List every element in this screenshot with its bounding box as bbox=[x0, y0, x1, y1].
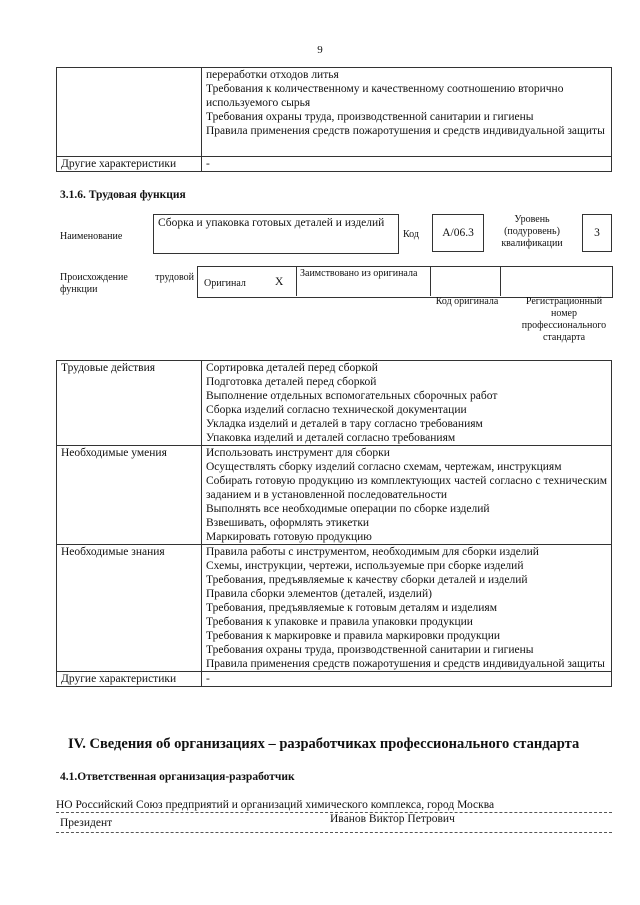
list-item: Укладка изделий и деталей в тару согласно требованиям bbox=[206, 418, 483, 430]
divider bbox=[430, 266, 431, 296]
list-item: Собирать готовую продукцию из комплектующих частей согласно с техническим заданием и в установленной последовательности bbox=[206, 475, 607, 501]
row-label: Другие характеристики bbox=[57, 672, 202, 687]
row-items bbox=[202, 446, 612, 545]
name-value: Сборка и упаковка готовых деталей и изделий bbox=[153, 214, 399, 254]
section-iv-subheading: 4.1.Ответственная организация-разработчик bbox=[60, 771, 295, 783]
section-heading: 3.1.6. Трудовая функция bbox=[60, 189, 186, 201]
row-label: Другие характеристики bbox=[57, 157, 202, 172]
list-item: Выполнять все необходимые операции по сборке изделий bbox=[206, 503, 490, 515]
code-original-label: Код оригинала bbox=[435, 296, 499, 307]
list-item: Требования к маркировке и правила маркировки продукции bbox=[206, 630, 501, 642]
top-table bbox=[56, 67, 612, 172]
table-row bbox=[57, 157, 612, 172]
level-label: Уровень (подуровень) квалификации bbox=[501, 214, 563, 249]
list-item: переработки отходов литья bbox=[206, 69, 339, 81]
list-item: Требования к количественному и качественному соотношению вторично используемого сырья bbox=[206, 83, 564, 109]
divider bbox=[500, 266, 501, 296]
row-items bbox=[202, 361, 612, 446]
borrowed-label: Заимствовано из оригинала bbox=[300, 268, 418, 279]
origin-label: Происхождение трудовой функции bbox=[60, 272, 194, 295]
org-name bbox=[56, 798, 612, 813]
table-row bbox=[57, 361, 612, 446]
table-row bbox=[57, 545, 612, 672]
row-label: Необходимые знания bbox=[57, 545, 202, 672]
list-item: Использовать инструмент для сборки bbox=[206, 447, 390, 459]
main-table bbox=[56, 360, 612, 687]
list-item: Правила применения средств пожаротушения и средств индивидуальной защиты bbox=[206, 658, 605, 670]
list-item: Подготовка деталей перед сборкой bbox=[206, 376, 377, 388]
list-item: Требования, предъявляемые к качеству сборки деталей и изделий bbox=[206, 574, 528, 586]
list-item: Правила применения средств пожаротушения и средств индивидуальной защиты bbox=[206, 125, 605, 137]
position: Президент bbox=[60, 817, 113, 829]
list-item: - bbox=[202, 672, 612, 687]
reg-number-label: Регистрационный номер профессионального стандарта bbox=[521, 296, 607, 343]
original-mark: X bbox=[275, 276, 284, 288]
list-item: Сортировка деталей перед сборкой bbox=[206, 362, 378, 374]
list-item: Сборка изделий согласно технической документации bbox=[206, 404, 467, 416]
list-item: Требования охраны труда, производственной санитарии и гигиены bbox=[206, 111, 534, 123]
original-label: Оригинал bbox=[204, 278, 246, 289]
row-items bbox=[202, 545, 612, 672]
section-iv-heading: IV. Сведения об организациях – разработчиках профессионального стандарта bbox=[68, 736, 580, 752]
list-item: - bbox=[202, 157, 612, 172]
list-item: Схемы, инструкции, чертежи, используемые при сборке изделий bbox=[206, 560, 524, 572]
list-item: Требования охраны труда, производственной санитарии и гигиены bbox=[206, 644, 534, 656]
name-label: Наименование bbox=[60, 231, 123, 242]
list-item: Правила работы с инструментом, необходимым для сборки изделий bbox=[206, 546, 539, 558]
person-name: Иванов Виктор Петрович bbox=[330, 813, 455, 825]
list-item: Взвешивать, оформлять этикетки bbox=[206, 517, 370, 529]
level-value: 3 bbox=[582, 214, 612, 252]
divider bbox=[296, 266, 297, 296]
list-item: Осуществлять сборку изделий согласно схемам, чертежам, инструкциям bbox=[206, 461, 562, 473]
list-item: Упаковка изделий и деталей согласно требованиям bbox=[206, 432, 456, 444]
code-label: Код bbox=[403, 229, 419, 240]
row-label: Трудовые действия bbox=[57, 361, 202, 446]
row-label: Необходимые умения bbox=[57, 446, 202, 545]
list-item: Требования к упаковке и правила упаковки продукции bbox=[206, 616, 473, 628]
row-items bbox=[202, 68, 612, 157]
table-row bbox=[57, 68, 612, 157]
table-row bbox=[57, 672, 612, 687]
list-item: Правила сборки элементов (деталей, изделий) bbox=[206, 588, 432, 600]
list-item: Маркировать готовую продукцию bbox=[206, 531, 372, 543]
list-item: Требования, предъявляемые к готовым деталям и изделиям bbox=[206, 602, 497, 614]
org-name-text: НО Российский Союз предприятий и организаций химического комплекса, город Москва bbox=[56, 799, 495, 811]
row-label bbox=[57, 68, 202, 157]
page-number: 9 bbox=[317, 44, 323, 56]
list-item: Выполнение отдельных вспомогательных сборочных работ bbox=[206, 390, 498, 402]
code-value: A/06.3 bbox=[432, 214, 484, 252]
table-row bbox=[57, 446, 612, 545]
